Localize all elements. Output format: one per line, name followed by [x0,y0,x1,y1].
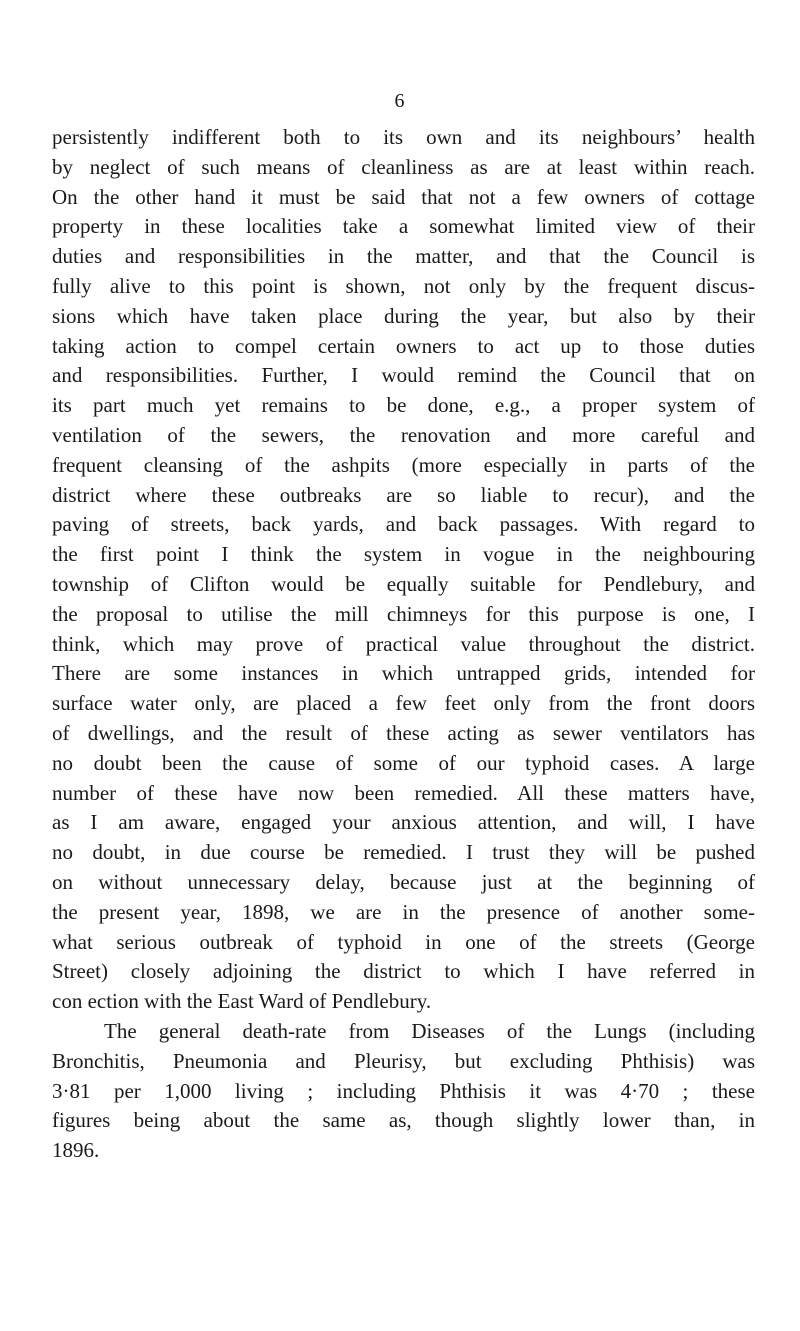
text-line: as I am aware, engaged your anxious attention, and will, I have [52,810,755,835]
text-line: taking action to compel certain owners to act up to those duties [52,333,755,358]
text-line: and responsibilities. Further, I would remind the Council that on [52,363,755,388]
text-line: no doubt, in due course be remedied. I trust they will be pushed [52,840,755,865]
text-line: On the other hand it must be said that not a few owners of cottage [52,184,755,209]
text-line: Street) closely adjoining the district to which I have referred in [52,959,755,984]
text-line: township of Clifton would be equally suitable for Pendlebury, and [52,571,755,596]
text-line: There are some instances in which untrapped grids, intended for [52,661,755,686]
body-text [52,123,755,1166]
text-line: by neglect of such means of cleanliness as are at least within reach. [52,154,755,179]
text-line: surface water only, are placed a few feet only from the front doors [52,691,755,716]
paragraph-1 [52,123,755,1017]
text-line: frequent cleansing of the ashpits (more especially in parts of the [52,452,755,477]
text-line: what serious outbreak of typhoid in one of the streets (George [52,929,755,954]
text-line: The general death-rate from Diseases of the Lungs (including [104,1018,755,1043]
text-line: district where these outbreaks are so liable to recur), and the [52,482,755,507]
text-line: number of these have now been remedied. All these matters have, [52,780,755,805]
text-line: con ection with the East Ward of Pendlebury. [52,989,432,1014]
text-line: 1896. [52,1138,100,1163]
text-line: figures being about the same as, though slightly lower than, in [52,1108,755,1133]
text-line: no doubt been the cause of some of our typhoid cases. A large [52,750,755,775]
text-line: the proposal to utilise the mill chimneys for this purpose is one, I [52,601,755,626]
text-line: its part much yet remains to be done, e.g., a proper system of [52,393,755,418]
text-line: paving of streets, back yards, and back passages. With regard to [52,512,755,537]
text-line: of dwellings, and the result of these acting as sewer ventilators has [52,720,755,745]
page-number: 6 [394,90,406,112]
text-line: the first point I think the system in vogue in the neighbouring [52,542,755,567]
text-line: Bronchitis, Pneumonia and Pleurisy, but excluding Phthisis) was [52,1048,755,1073]
text-line: ventilation of the sewers, the renovation and more careful and [52,422,755,447]
text-line: on without unnecessary delay, because just at the beginning of [52,869,755,894]
text-line: the present year, 1898, we are in the presence of another some- [52,899,755,924]
text-line: fully alive to this point is shown, not only by the frequent discus- [52,273,755,298]
text-line: think, which may prove of practical value throughout the district. [52,631,755,656]
text-line: sions which have taken place during the year, but also by their [52,303,755,328]
paragraph-2 [52,1017,755,1166]
text-line: persistently indifferent both to its own and its neighbours’ health [52,125,755,149]
text-line: property in these localities take a somewhat limited view of their [52,214,755,239]
text-line: duties and responsibilities in the matter, and that the Council is [52,244,755,269]
text-line: 3·81 per 1,000 living ; including Phthisis it was 4·70 ; these [52,1078,755,1103]
